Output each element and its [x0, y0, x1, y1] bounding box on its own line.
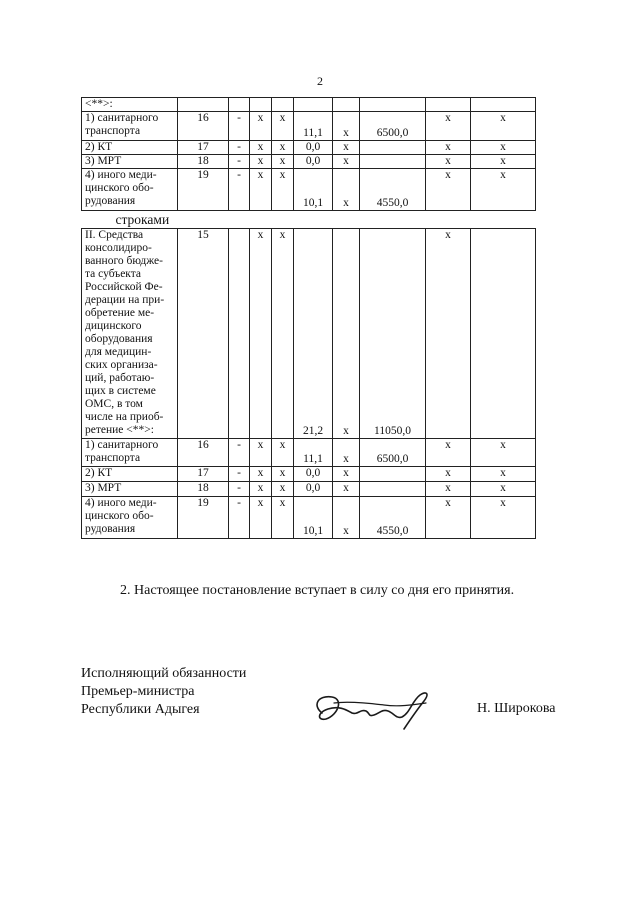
cell-c7: х — [333, 482, 360, 497]
row-label-line: <**>: — [85, 98, 113, 110]
row-label-line: ОМС, в том — [85, 398, 143, 410]
cell-c3: - — [229, 112, 250, 141]
cell-c10: х — [471, 155, 536, 169]
cell-c3 — [229, 229, 250, 439]
cell-c5: х — [272, 112, 294, 141]
row-label-line: 1) санитарного — [85, 112, 159, 124]
row-label-line: для медицин- — [85, 346, 152, 358]
row-label-cell — [82, 467, 178, 482]
row-label-line: ретение <**>: — [85, 424, 154, 436]
row-label-line: ванного бюдже- — [85, 255, 163, 267]
cell-c3: - — [229, 467, 250, 482]
cell-c5 — [272, 98, 294, 112]
cell-c7: х — [333, 155, 360, 169]
cell-c2: 16 — [178, 112, 229, 141]
cell-c4: х — [250, 497, 272, 539]
cell-c9: х — [426, 482, 471, 497]
cell-c5: х — [272, 467, 294, 482]
cell-c3: - — [229, 482, 250, 497]
table-row — [82, 98, 536, 112]
cell-c6: 0,0 — [294, 155, 333, 169]
row-label-line: 4) иного меди- — [85, 169, 157, 181]
cell-c8: 6500,0 — [360, 439, 426, 467]
cell-c7: х — [333, 439, 360, 467]
row-label-line: 1) санитарного — [85, 439, 159, 451]
row-label-line: 3) МРТ — [85, 482, 122, 494]
row-label-line: транспорта — [85, 125, 141, 137]
cell-c4 — [250, 98, 272, 112]
handwritten-signature — [308, 683, 438, 733]
row-label-line: Российской Фе- — [85, 281, 163, 293]
cell-c4: х — [250, 155, 272, 169]
row-label-cell — [82, 439, 178, 467]
cell-c8 — [360, 155, 426, 169]
cell-c10: х — [471, 112, 536, 141]
row-label-line: дерации на при- — [85, 294, 165, 306]
cell-c3: - — [229, 141, 250, 155]
signature-title-block — [81, 665, 246, 719]
cell-c6: 10,1 — [294, 169, 333, 211]
cell-c5: х — [272, 497, 294, 539]
cell-c2: 17 — [178, 141, 229, 155]
row-label-cell — [82, 497, 178, 539]
clause-2: 2. Настоящее постановление вступает в силу со дня его принятия. — [120, 583, 515, 598]
cell-c6: 0,0 — [294, 141, 333, 155]
table-row — [82, 112, 536, 141]
cell-c4: х — [250, 141, 272, 155]
cell-c2: 18 — [178, 155, 229, 169]
cell-c9: х — [426, 467, 471, 482]
cell-c9 — [426, 98, 471, 112]
cell-c4: х — [250, 467, 272, 482]
table-row — [82, 467, 536, 482]
table-row — [82, 155, 536, 169]
table-gap — [82, 211, 536, 229]
cell-c10 — [471, 229, 536, 439]
table-row — [82, 439, 536, 467]
row-label-line: консолидиро- — [85, 242, 152, 254]
cell-c6: 11,1 — [294, 439, 333, 467]
table-row — [82, 229, 536, 439]
row-label-line: транспорта — [85, 452, 141, 464]
cell-c9: х — [426, 141, 471, 155]
gap-label: строками — [115, 212, 170, 227]
cell-c9: х — [426, 497, 471, 539]
row-label-cell — [82, 229, 178, 439]
row-label-line: та субъекта — [85, 268, 142, 280]
cell-c3: - — [229, 439, 250, 467]
row-label-cell — [82, 482, 178, 497]
row-label-cell — [82, 169, 178, 211]
cell-c10 — [471, 98, 536, 112]
cell-c10: х — [471, 439, 536, 467]
cell-c3 — [229, 98, 250, 112]
signer-position-line2: Премьер-министра — [81, 684, 195, 699]
row-label-line: 3) МРТ — [85, 155, 122, 167]
row-label-cell — [82, 155, 178, 169]
cell-c2: 19 — [178, 169, 229, 211]
cell-c9: х — [426, 169, 471, 211]
cell-c3: - — [229, 169, 250, 211]
row-label-line: обретение ме- — [85, 307, 155, 319]
cell-c2: 17 — [178, 467, 229, 482]
cell-c5: х — [272, 169, 294, 211]
table-body-upper — [82, 98, 536, 211]
cell-c9: х — [426, 112, 471, 141]
cell-c4: х — [250, 169, 272, 211]
cell-c6: 0,0 — [294, 467, 333, 482]
budget-table — [81, 97, 536, 539]
cell-c8: 11050,0 — [360, 229, 426, 439]
row-label-line: щих в системе — [85, 385, 156, 397]
row-label-cell — [82, 98, 178, 112]
cell-c6: 0,0 — [294, 482, 333, 497]
cell-c5: х — [272, 482, 294, 497]
cell-c4: х — [250, 482, 272, 497]
row-label-line: ских организа- — [85, 359, 158, 371]
cell-c3: - — [229, 155, 250, 169]
cell-c8 — [360, 482, 426, 497]
signer-name: Н. Широкова — [477, 701, 556, 716]
cell-c10: х — [471, 467, 536, 482]
cell-c8 — [360, 98, 426, 112]
row-label-line: цинского обо- — [85, 182, 154, 194]
cell-c8 — [360, 141, 426, 155]
cell-c5: х — [272, 229, 294, 439]
cell-c6: 11,1 — [294, 112, 333, 141]
table-row — [82, 141, 536, 155]
cell-c2: 15 — [178, 229, 229, 439]
cell-c8: 6500,0 — [360, 112, 426, 141]
table-body-lower — [82, 229, 536, 539]
row-label-cell — [82, 112, 178, 141]
row-label-line: оборудования — [85, 333, 153, 345]
table-row — [82, 169, 536, 211]
cell-c6 — [294, 98, 333, 112]
cell-c5: х — [272, 155, 294, 169]
cell-c4: х — [250, 229, 272, 439]
row-label-line: дицинского — [85, 320, 142, 332]
row-label-line: 2) КТ — [85, 467, 113, 479]
cell-c10: х — [471, 482, 536, 497]
row-label-line: ций, работаю- — [85, 372, 155, 384]
cell-c8: 4550,0 — [360, 169, 426, 211]
signer-position-line1: Исполняющий обязанности — [81, 666, 247, 681]
cell-c4: х — [250, 439, 272, 467]
cell-c4: х — [250, 112, 272, 141]
cell-c8: 4550,0 — [360, 497, 426, 539]
cell-c5: х — [272, 439, 294, 467]
cell-c8 — [360, 467, 426, 482]
cell-c2 — [178, 98, 229, 112]
row-label-line: 2) КТ — [85, 141, 113, 153]
cell-c7 — [333, 98, 360, 112]
table-row — [82, 497, 536, 539]
cell-c7: х — [333, 169, 360, 211]
cell-c6: 10,1 — [294, 497, 333, 539]
cell-c7: х — [333, 229, 360, 439]
cell-c2: 19 — [178, 497, 229, 539]
cell-c7: х — [333, 497, 360, 539]
cell-c9: х — [426, 229, 471, 439]
cell-c5: х — [272, 141, 294, 155]
row-label-line: II. Средства — [85, 229, 144, 241]
cell-c9: х — [426, 155, 471, 169]
row-label-line: цинского обо- — [85, 510, 154, 522]
cell-c2: 18 — [178, 482, 229, 497]
cell-c10: х — [471, 497, 536, 539]
cell-c7: х — [333, 467, 360, 482]
row-label-line: рудования — [85, 195, 136, 207]
cell-c3: - — [229, 497, 250, 539]
cell-c10: х — [471, 169, 536, 211]
page-number: 2 — [317, 74, 323, 88]
cell-c7: х — [333, 141, 360, 155]
row-label-cell — [82, 141, 178, 155]
cell-c7: х — [333, 112, 360, 141]
row-label-line: числе на приоб- — [85, 411, 164, 423]
row-label-line: 4) иного меди- — [85, 497, 157, 509]
row-label-line: рудования — [85, 523, 136, 535]
cell-c2: 16 — [178, 439, 229, 467]
signer-position-line3: Республики Адыгея — [81, 702, 200, 717]
table-row — [82, 482, 536, 497]
cell-c9: х — [426, 439, 471, 467]
cell-c6: 21,2 — [294, 229, 333, 439]
cell-c10: х — [471, 141, 536, 155]
